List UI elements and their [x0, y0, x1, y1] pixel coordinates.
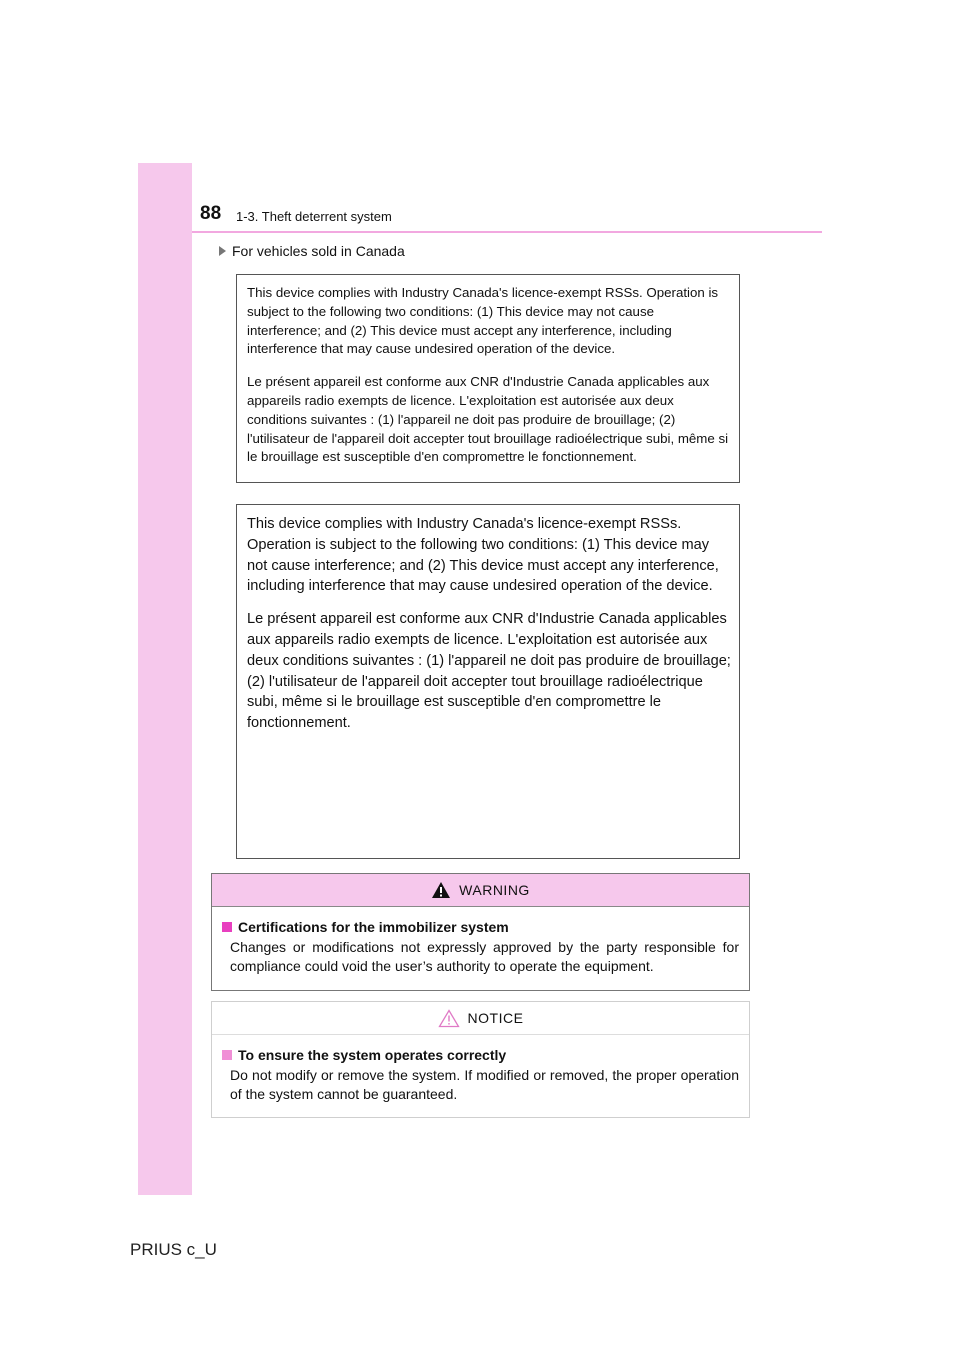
compliance-notice-small [236, 274, 740, 483]
compliance-english: This device complies with Industry Canada's licence-exempt RSSs. Operation is subject to the following two conditions: (1) This device may not cause interference; and (2) This device must accept any interference, including interference that may cause undesired operation of the device. [247, 516, 719, 595]
square-bullet-icon [222, 1050, 232, 1060]
notice-text: Do not modify or remove the system. If modified or removed, the proper operation of the system cannot be guaranteed. [230, 1067, 739, 1102]
warning-box [211, 873, 750, 991]
notice-subhead-text: To ensure the system operates correctly [238, 1047, 507, 1063]
compliance-english: This device complies with Industry Canada's licence-exempt RSSs. Operation is subject to the following two conditions: (1) This device may not cause interference; and (2) This device must accept any interference, including interference that may cause undesired operation of the device. [247, 285, 719, 357]
footer-model-code: PRIUS c_U [130, 1240, 217, 1259]
triangle-bullet-icon [219, 246, 226, 256]
section-title: 1-3. Theft deterrent system [236, 209, 392, 224]
side-color-band [138, 163, 192, 1195]
compliance-french: Le présent appareil est conforme aux CNR d'Industrie Canada applicables aux appareils radio exempts de licence. L'exploitation est autorisée aux deux conditions suivantes : (1) l'appareil ne doit pas produire de brouillage; (2) l'utilisateur de l'appareil doit accepter tout brouillage radioélectrique subi, même si le brouillage est susceptible d'en compromettre le fonctionnement. [247, 611, 731, 732]
square-bullet-icon [222, 922, 232, 932]
header-rule [192, 231, 822, 233]
notice-subhead [222, 1047, 739, 1063]
notice-box [211, 1001, 750, 1118]
compliance-french: Le présent appareil est conforme aux CNR d'Industrie Canada applicables aux appareils radio exempts de licence. L'exploitation est autorisée aux deux conditions suivantes : (1) l'appareil ne doit pas produire de brouillage; (2) l'utilisateur de l'appareil doit accepter tout brouillage radioélectrique subi, même si le brouillage est susceptible d'en compromettre le fonctionnement. [247, 374, 729, 465]
notice-header [212, 1002, 749, 1035]
region-label-text: For vehicles sold in Canada [232, 243, 405, 259]
warning-text: Changes or modifications not expressly approved by the party responsible for compliance could void the user’s authority to operate the equipment. [230, 939, 739, 974]
page-number: 88 [200, 203, 222, 224]
compliance-notice-large [236, 504, 740, 859]
region-label [219, 243, 405, 259]
warning-header [212, 874, 749, 907]
warning-label: WARNING [459, 882, 530, 898]
warning-subhead-text: Certifications for the immobilizer system [238, 919, 509, 935]
caution-triangle-icon [438, 1009, 460, 1028]
warning-triangle-icon [431, 881, 451, 899]
warning-subhead [222, 919, 739, 935]
notice-label: NOTICE [467, 1010, 524, 1026]
